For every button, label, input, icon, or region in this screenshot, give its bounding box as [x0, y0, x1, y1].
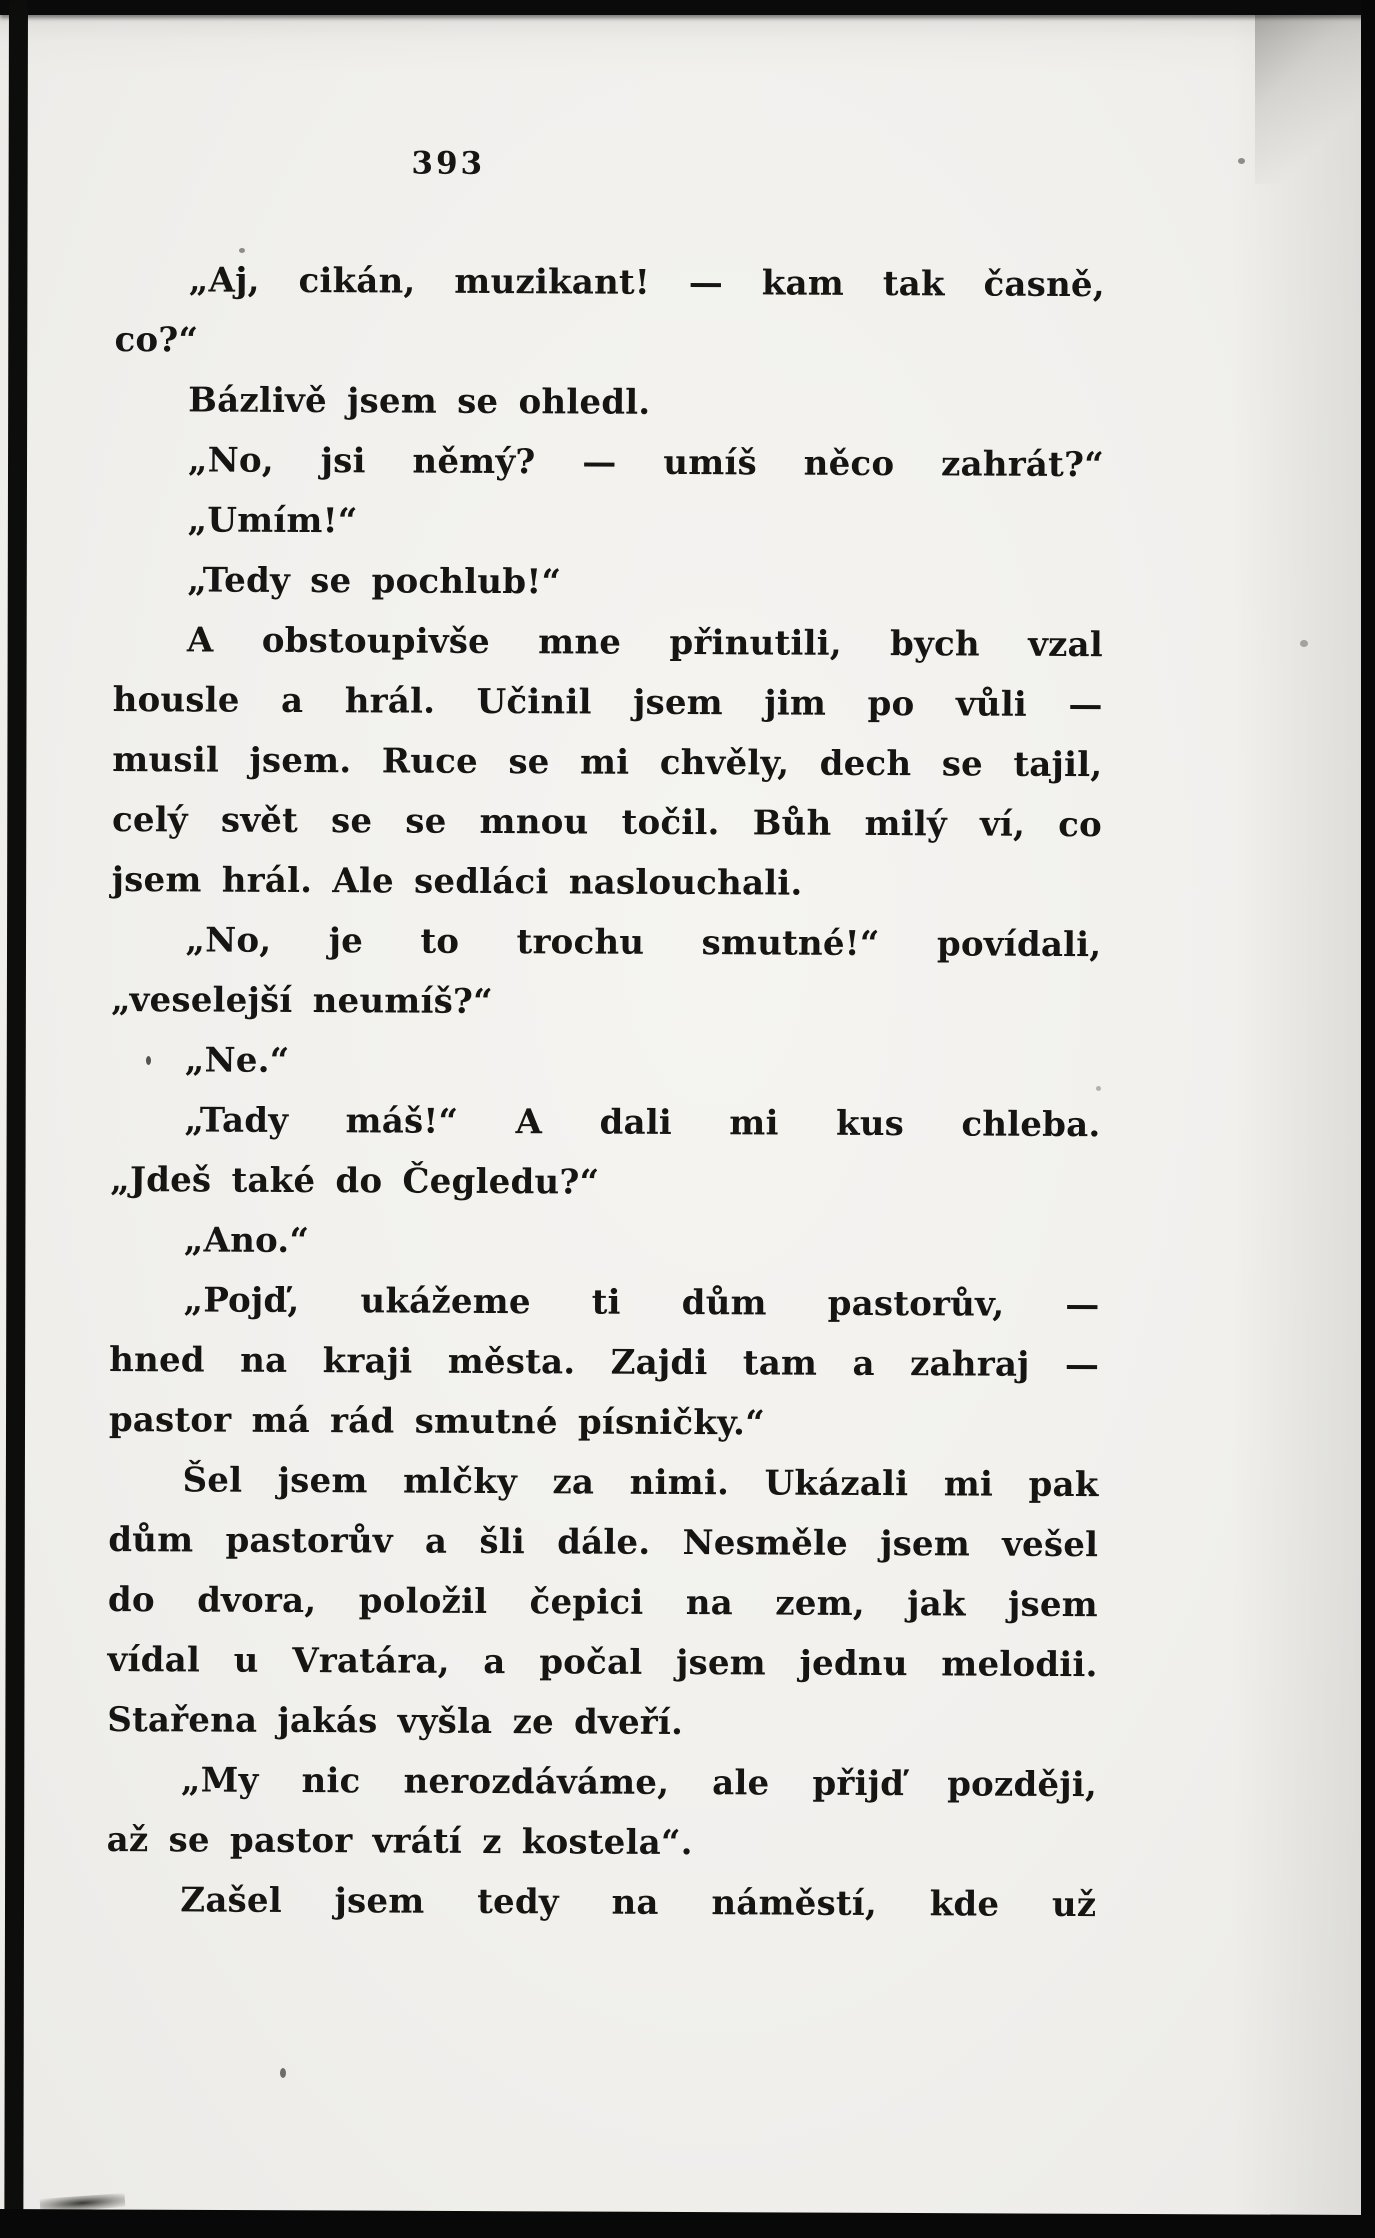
page-curvature-shading: [1232, 0, 1362, 2238]
text-line: do dvora, položil čepici na zem, jak jsem: [107, 1579, 1099, 1626]
scan-edge-right: [1361, 0, 1375, 2238]
text-line: „No, je to trochu smutné!“ povídali,: [185, 920, 1102, 966]
text-line: „My nic nerozdáváme, ale přijď později,: [180, 1760, 1098, 1806]
scan-speck: [280, 2068, 286, 2078]
text-line: „Aj, cikán, muzikant! — kam tak časně,: [188, 260, 1105, 306]
scan-edge-top: [0, 0, 1375, 15]
text-line: vídal u Vratára, a počal jsem jednu melodii.: [107, 1639, 1098, 1686]
text-line: Stařena jakás vyšla ze dveří.: [107, 1699, 684, 1743]
text-line: pastor má rád smutné písničky.“: [108, 1399, 766, 1444]
text-line: „Jdeš také do Čegledu?“: [110, 1159, 600, 1203]
text-line: Bázlivě jsem se ohledl.: [188, 380, 651, 423]
text-line: „Tedy se pochlub!“: [187, 560, 562, 603]
page-number: 393: [411, 145, 486, 182]
text-line: až se pastor vrátí z kostela“.: [106, 1819, 693, 1864]
text-line: housle a hrál. Učinil jsem jim po vůli —: [112, 679, 1103, 726]
text-line: „Ano.“: [183, 1220, 310, 1262]
text-line: „Tady máš!“ A dali mi kus chleba.: [184, 1100, 1101, 1146]
text-line: dům pastorův a šli dále. Nesměle jsem vešel: [108, 1519, 1099, 1566]
scan-speck: [1238, 158, 1245, 164]
text-line: hned na kraji města. Zajdi tam a zahraj —: [109, 1339, 1100, 1386]
text-line: musil jsem. Ruce se mi chvěly, dech se tajil,: [112, 739, 1103, 786]
scan-edge-bottom: [0, 2209, 1375, 2238]
text-line: A obstoupivše mne přinutili, bych vzal: [186, 620, 1104, 666]
text-line: co?“: [114, 319, 199, 361]
text-line: Šel jsem mlčky za nimi. Ukázali mi pak: [182, 1460, 1099, 1506]
scan-smudge-top-right: [1255, 14, 1365, 184]
text-line: „Pojď, ukážeme ti dům pastorův, —: [183, 1280, 1100, 1326]
text-line: „No, jsi němý? — umíš něco zahrát?“: [187, 440, 1104, 486]
text-line: „Ne.“: [184, 1040, 290, 1081]
text-line: „Umím!“: [187, 500, 358, 542]
scan-top-mottling: [0, 14, 1375, 74]
text-line: jsem hrál. Ale sedláci naslouchali.: [111, 859, 803, 904]
text-line: Zašel jsem tedy na náměstí, kde už: [180, 1880, 1097, 1926]
scan-speck: [1300, 640, 1308, 647]
text-line: „veselejší neumíš?“: [110, 979, 493, 1022]
text-line: celý svět se se mnou točil. Bůh milý ví, co: [111, 799, 1103, 846]
page-text-block: [106, 145, 1105, 1935]
